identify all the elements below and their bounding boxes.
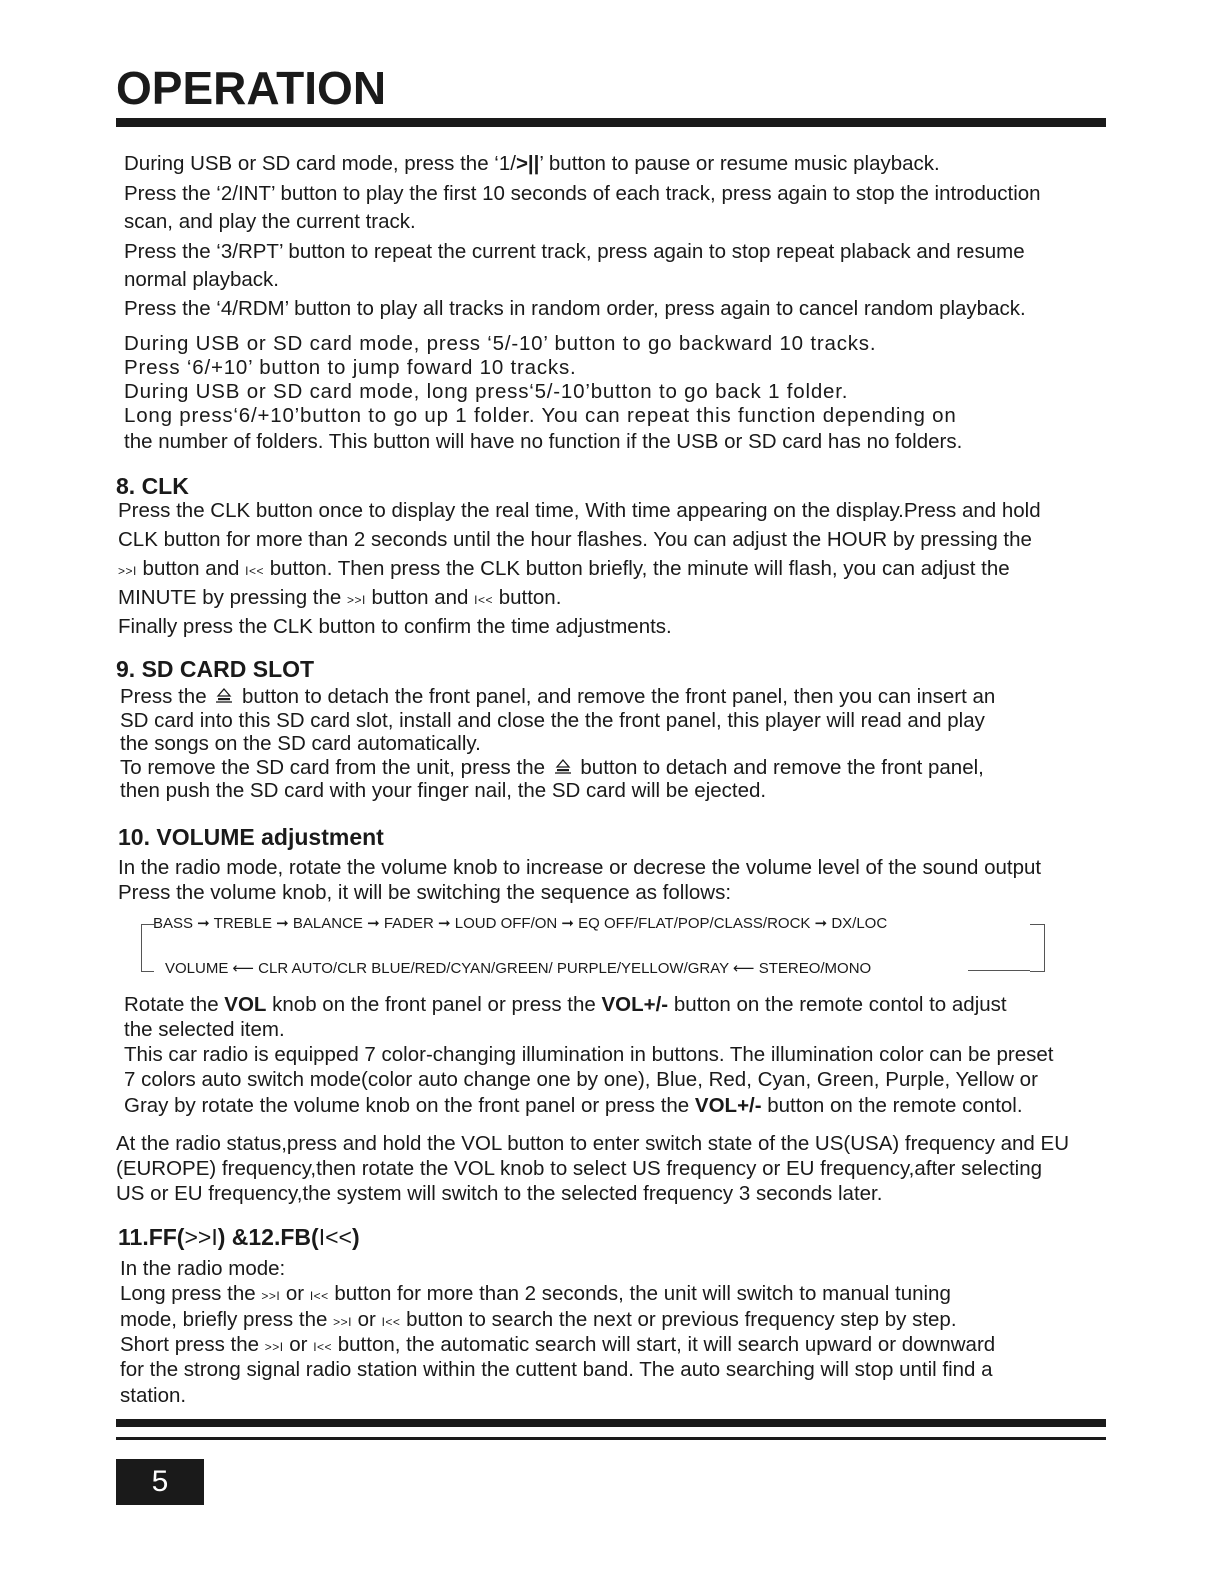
flow-connector	[968, 970, 1030, 971]
intro-line: scan, and play the current track.	[124, 210, 416, 233]
clk-line: CLK button for more than 2 seconds until the hour flashes. You can adjust the HOUR by pressing the	[118, 528, 1032, 551]
header-rule	[116, 118, 1106, 127]
fb-glyph: I<<	[245, 564, 265, 578]
ff-line: In the radio mode:	[120, 1257, 286, 1280]
flow-sequence-bottom: VOLUME ⟵ CLR AUTO/CLR BLUE/RED/CYAN/GREEN/ PURPLE/YELLOW/GRAY ⟵ STEREO/MONO	[165, 960, 872, 977]
volume-line: Press the volume knob, it will be switching the sequence as follows:	[118, 881, 732, 904]
clk-line: Finally press the CLK button to confirm the time adjustments.	[118, 615, 672, 638]
ff-line: for the strong signal radio station within the cuttent band. The auto searching will stop until find a	[120, 1358, 993, 1381]
intro-line: Press the ‘3/RPT’ button to repeat the current track, press again to stop repeat plaback and resume	[124, 240, 1025, 263]
eject-icon	[214, 687, 234, 705]
volume-line: US or EU frequency,the system will switch to the selected frequency 3 seconds later.	[116, 1182, 883, 1205]
intro-line: Press the ‘4/RDM’ button to play all tracks in random order, press again to cancel random playback.	[124, 297, 1026, 320]
clk-line: Press the CLK button once to display the real time, With time appearing on the display.Press and hold	[118, 499, 1041, 522]
flow-sequence-top: BASS ➞ TREBLE ➞ BALANCE ➞ FADER ➞ LOUD OFF/ON ➞ EQ OFF/FLAT/POP/CLASS/ROCK ➞ DX/LOC	[153, 915, 888, 932]
sd-line: then push the SD card with your finger nail, the SD card will be ejected.	[120, 779, 767, 802]
volume-line: At the radio status,press and hold the VOL button to enter switch state of the US(USA) frequency and EU	[116, 1132, 1070, 1155]
footer-rule	[116, 1419, 1106, 1427]
ff-glyph: >>I	[264, 1340, 284, 1354]
volume-line: (EUROPE) frequency,then rotate the VOL knob to select US frequency or EU frequency,after selecting	[116, 1157, 1042, 1180]
volume-line: In the radio mode, rotate the volume knob to increase or decrese the volume level of the sound output	[118, 856, 1042, 879]
ff-glyph: >>I	[333, 1315, 352, 1329]
section-heading-clk: 8. CLK	[116, 473, 189, 499]
fb-glyph: I<<	[313, 1340, 333, 1354]
section-heading-ff-fb: 11.FF(>>I) &12.FB(I<<)	[118, 1224, 360, 1250]
ff-glyph: >>I	[118, 564, 137, 578]
intro-line: During USB or SD card mode, long press‘5/-10’button to go back 1 folder.	[124, 380, 849, 403]
volume-line: 7 colors auto switch mode(color auto change one by one), Blue, Red, Cyan, Green, Purple, Yellow or	[124, 1068, 1038, 1091]
intro-line: During USB or SD card mode, press ‘5/-10’ button to go backward 10 tracks.	[124, 332, 877, 355]
flow-loop-right	[1030, 924, 1045, 972]
volume-line: This car radio is equipped 7 color-changing illumination in buttons. The illumination color can be preset	[124, 1043, 1054, 1066]
intro-line: Long press‘6/+10’button to go up 1 folder. You can repeat this function depending on	[124, 404, 957, 427]
ff-line: Long press the >>I or I<< button for more than 2 seconds, the unit will switch to manual tuning	[120, 1282, 951, 1305]
section-heading-sd: 9. SD CARD SLOT	[116, 656, 315, 682]
page-title: OPERATION	[116, 62, 387, 114]
sd-line: To remove the SD card from the unit, press the button to detach and remove the front panel,	[120, 756, 984, 779]
intro-line: the number of folders. This button will have no function if the USB or SD card has no folders.	[124, 430, 963, 453]
fb-glyph: I<<	[381, 1315, 401, 1329]
fb-glyph: I<<	[309, 1289, 329, 1303]
clk-line: >>I button and I<< button. Then press the CLK button briefly, the minute will flash, you can adjust the	[118, 557, 1010, 580]
volume-line: the selected item.	[124, 1018, 285, 1041]
footer-rule-thin	[116, 1437, 1106, 1440]
intro-line: Press ‘6/+10’ button to jump foward 10 tracks.	[124, 356, 577, 379]
clk-line: MINUTE by pressing the >>I button and I<< button.	[118, 586, 562, 609]
intro-line: Press the ‘2/INT’ button to play the first 10 seconds of each track, press again to stop the introduction	[124, 182, 1041, 205]
fb-glyph: I<<	[474, 593, 494, 607]
volume-line: Rotate the VOL knob on the front panel or press the VOL+/- button on the remote contol to adjust	[124, 993, 1007, 1016]
sd-line: SD card into this SD card slot, install and close the the front panel, this player will read and play	[120, 709, 985, 732]
intro-line: During USB or SD card mode, press the ‘1/>||’ button to pause or resume music playback.	[124, 152, 940, 175]
ff-line: mode, briefly press the >>I or I<< button to search the next or previous frequency step by step.	[120, 1308, 957, 1331]
sd-line: the songs on the SD card automatically.	[120, 732, 481, 755]
ff-glyph: >>I	[347, 593, 366, 607]
ff-line: Short press the >>I or I<< button, the automatic search will start, it will search upward or downward	[120, 1333, 996, 1356]
page-number: 5	[116, 1459, 204, 1505]
eject-icon	[553, 758, 573, 776]
section-heading-volume: 10. VOLUME adjustment	[118, 824, 384, 850]
ff-glyph: >>I	[261, 1289, 281, 1303]
sd-line: Press the button to detach the front panel, and remove the front panel, then you can insert an	[120, 685, 996, 708]
ff-line: station.	[120, 1384, 187, 1407]
intro-line: normal playback.	[124, 268, 279, 291]
volume-line: Gray by rotate the volume knob on the front panel or press the VOL+/- button on the remote contol.	[124, 1094, 1023, 1117]
